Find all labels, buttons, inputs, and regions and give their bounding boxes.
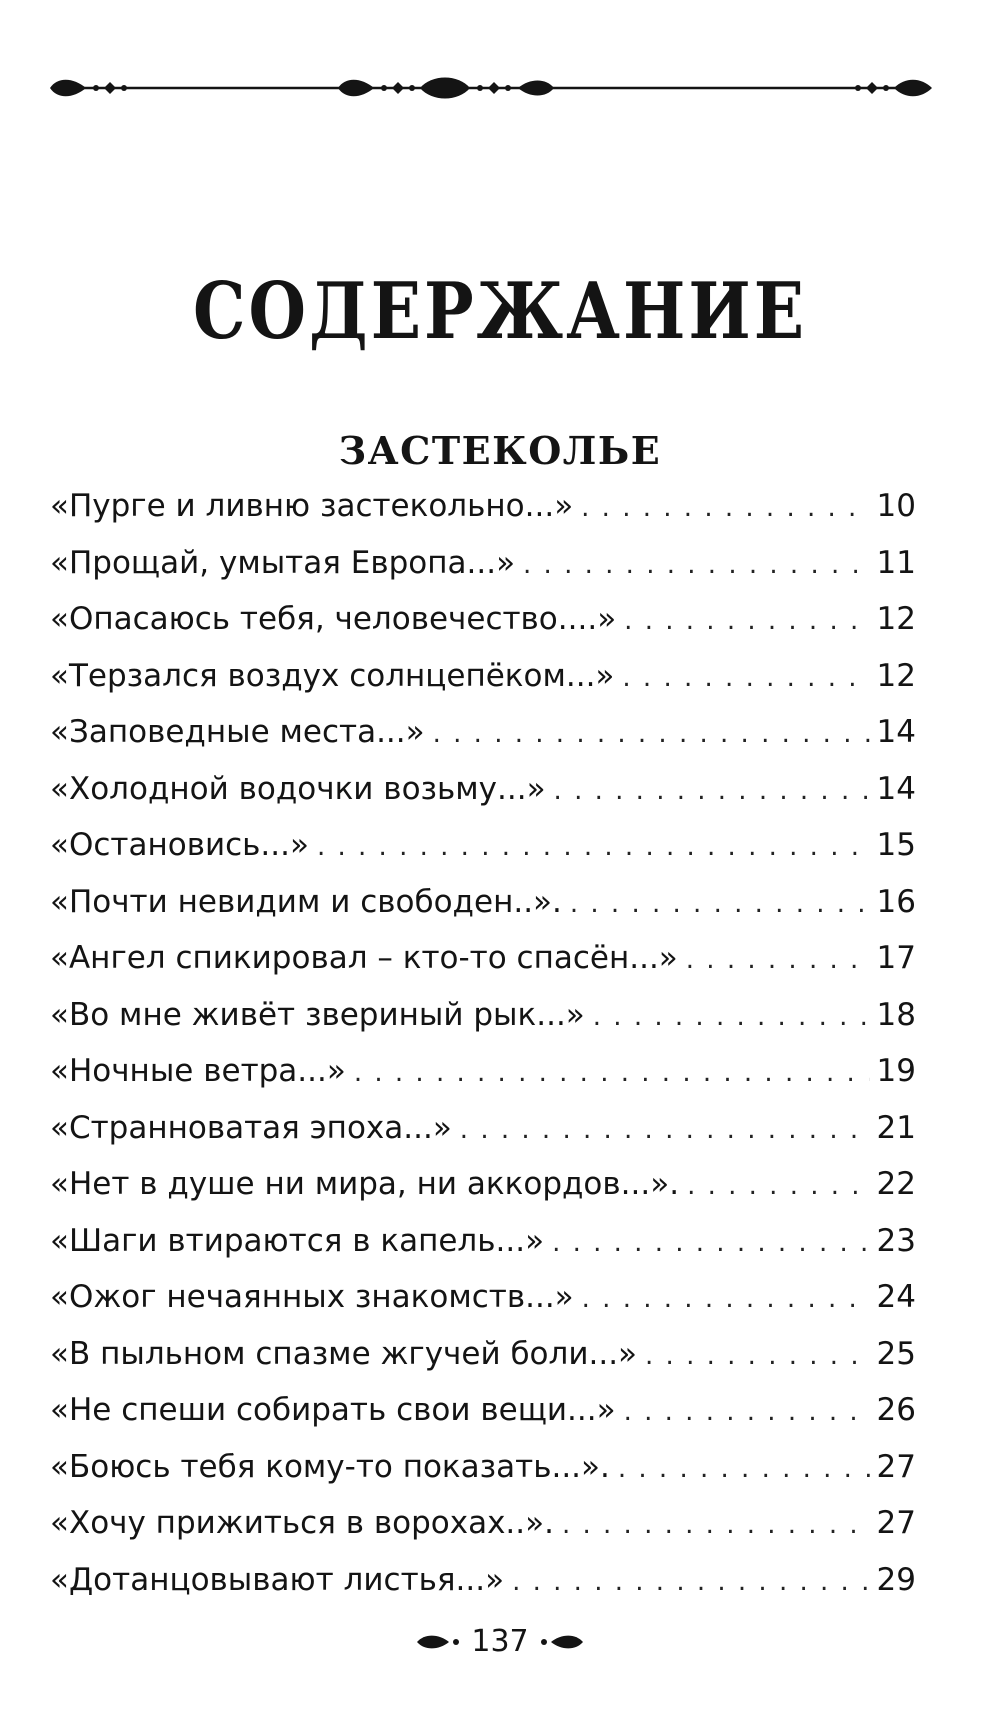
toc-entry bbox=[50, 1495, 916, 1552]
dot-leader bbox=[552, 1215, 870, 1272]
toc-entry-page: 17 bbox=[876, 940, 916, 976]
dot-leader bbox=[686, 932, 870, 989]
toc-entry-title: «Боюсь тебя кому-то показать...». bbox=[50, 1448, 610, 1485]
dot-leader bbox=[624, 593, 870, 650]
toc-entry bbox=[50, 478, 916, 535]
toc-entry-page: 14 bbox=[876, 770, 916, 807]
toc-entry-title: «Пурге и ливню застекольно...» bbox=[50, 488, 574, 524]
dot-leader bbox=[581, 480, 870, 537]
toc-entry bbox=[50, 1269, 916, 1326]
toc-entry bbox=[50, 930, 916, 987]
toc-entry-title: «Прощай, умытая Европа...» bbox=[50, 544, 516, 581]
dot-leader bbox=[512, 1554, 870, 1611]
toc-entry-title: «Нет в душе ни мира, ни аккордов...». bbox=[50, 1166, 680, 1202]
toc-entry-page: 21 bbox=[876, 1109, 916, 1146]
toc-entry-page: 11 bbox=[876, 544, 916, 581]
dot-leader bbox=[624, 1384, 870, 1441]
dot-leader bbox=[562, 1497, 870, 1554]
toc-entry-page: 19 bbox=[876, 1053, 916, 1089]
toc-entry-page: 22 bbox=[876, 1166, 916, 1202]
toc-entry bbox=[50, 1552, 916, 1609]
page-title: СОДЕРЖАНИЕ bbox=[192, 264, 807, 357]
toc-entry-title: «Остановись...» bbox=[50, 827, 309, 863]
toc-entry bbox=[50, 1326, 916, 1383]
toc-entry-title: «Почти невидим и свободен..». bbox=[50, 883, 562, 920]
toc-entry bbox=[50, 1043, 916, 1100]
toc-entry-title: «Заповедные места...» bbox=[50, 714, 425, 750]
section-title: ЗАСТЕКОЛЬЕ bbox=[338, 428, 662, 473]
dot-leader bbox=[582, 1271, 870, 1328]
right-ornament-icon bbox=[539, 1632, 585, 1652]
toc-entry-page: 24 bbox=[876, 1279, 916, 1315]
page-number: 137 bbox=[471, 1624, 529, 1659]
toc-entry bbox=[50, 1213, 916, 1270]
dot-leader bbox=[523, 537, 870, 594]
ornamental-divider bbox=[48, 68, 934, 108]
dot-leader bbox=[593, 989, 870, 1046]
dot-leader bbox=[554, 763, 870, 820]
toc-entry-page: 29 bbox=[876, 1561, 916, 1598]
toc-entry-title: «Ночные ветра...» bbox=[50, 1053, 346, 1089]
dot-leader bbox=[460, 1102, 870, 1159]
toc-entry-title: «Во мне живёт звериный рык...» bbox=[50, 996, 585, 1033]
toc-entry-page: 12 bbox=[876, 657, 916, 694]
toc-entry-page: 27 bbox=[876, 1448, 916, 1485]
dot-leader bbox=[618, 1441, 870, 1498]
toc-entry bbox=[50, 761, 916, 818]
toc-entry-title: «Не спеши собирать свои вещи...» bbox=[50, 1392, 616, 1428]
toc-entry-page: 12 bbox=[876, 601, 916, 637]
page-footer bbox=[0, 1618, 1000, 1666]
toc-entry-page: 26 bbox=[876, 1392, 916, 1428]
toc-entry bbox=[50, 648, 916, 705]
toc-entry-page: 14 bbox=[876, 714, 916, 750]
dot-leader bbox=[570, 876, 870, 933]
toc-entry bbox=[50, 1100, 916, 1157]
toc-entry-page: 10 bbox=[876, 488, 916, 524]
toc-entry-page: 23 bbox=[876, 1222, 916, 1259]
toc-entry-title: «Странноватая эпоха...» bbox=[50, 1109, 452, 1146]
toc-entry bbox=[50, 1156, 916, 1213]
toc-entry-page: 25 bbox=[876, 1335, 916, 1372]
dot-leader bbox=[317, 819, 870, 876]
toc-entry bbox=[50, 1382, 916, 1439]
toc-entry-title: «Холодной водочки возьму...» bbox=[50, 770, 546, 807]
toc-entry-page: 18 bbox=[876, 996, 916, 1033]
toc-entry-title: «Терзался воздух солнцепёком...» bbox=[50, 657, 615, 694]
table-of-contents bbox=[50, 478, 916, 1608]
toc-entry-title: «В пыльном спазме жгучей боли...» bbox=[50, 1335, 638, 1372]
dot-leader bbox=[645, 1328, 870, 1385]
toc-entry bbox=[50, 987, 916, 1044]
toc-entry-page: 16 bbox=[876, 883, 916, 920]
toc-entry bbox=[50, 704, 916, 761]
dot-leader bbox=[354, 1045, 870, 1102]
toc-entry-title: «Шаги втираются в капель...» bbox=[50, 1222, 545, 1259]
toc-entry bbox=[50, 874, 916, 931]
left-ornament-icon bbox=[415, 1632, 461, 1652]
dot-leader bbox=[433, 706, 870, 763]
toc-entry bbox=[50, 1439, 916, 1496]
dot-leader bbox=[687, 1158, 870, 1215]
toc-entry bbox=[50, 535, 916, 592]
toc-entry-title: «Хочу прижиться в ворохах..». bbox=[50, 1505, 554, 1541]
toc-entry-page: 27 bbox=[876, 1505, 916, 1541]
toc-entry-title: «Опасаюсь тебя, человечество....» bbox=[50, 601, 617, 637]
toc-entry-page: 15 bbox=[876, 827, 916, 863]
toc-entry-title: «Ангел спикировал – кто-то спасён...» bbox=[50, 940, 678, 976]
toc-entry-title: «Ожог нечаянных знакомств...» bbox=[50, 1279, 574, 1315]
toc-entry bbox=[50, 591, 916, 648]
toc-entry bbox=[50, 817, 916, 874]
dot-leader bbox=[622, 650, 870, 707]
toc-entry-title: «Дотанцовывают листья...» bbox=[50, 1561, 505, 1598]
